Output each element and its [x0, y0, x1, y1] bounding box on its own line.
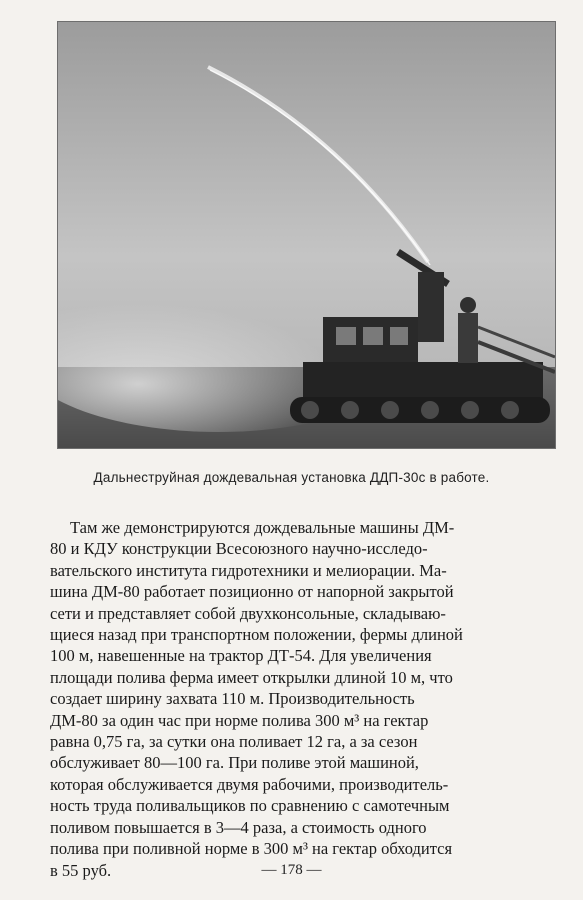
text-line: полива при поливной норме в 300 м³ на гектар обходится	[50, 839, 453, 859]
text-line: вательского института гидротехники и мелиорации. Ма-	[50, 560, 447, 580]
text-line: Там же демонстрируются дождевальные машины ДМ-	[70, 518, 455, 537]
text-line: создает ширину захвата 110 м. Производительность	[50, 689, 415, 709]
sprinkler-machine-photo	[57, 21, 556, 449]
text-line: сети и представляет собой двухконсольные, складываю-	[50, 603, 446, 623]
text-line: ДМ-80 за один час при норме полива 300 м³ на гектар	[50, 710, 429, 730]
text-line: площади полива ферма имеет открылки длиной 10 м, что	[50, 667, 453, 687]
page-number: — 178 —	[261, 862, 322, 878]
text-line: равна 0,75 га, за сутки она поливает 12 га, а за сезон	[50, 732, 418, 752]
text-line: шина ДМ-80 работает позиционно от напорной закрытой	[50, 582, 454, 602]
figure-caption: Дальнеструйная дождевальная установка ДДП-30с в работе.	[93, 470, 490, 485]
text-line: обслуживает 80—100 га. При поливе этой машиной,	[50, 753, 419, 773]
text-line: поливом повышается в 3—4 раза, а стоимость одного	[50, 817, 427, 837]
body-paragraph	[50, 517, 555, 881]
text-line: щиеся назад при транспортном положении, фермы длиной	[50, 625, 463, 645]
text-line: 80 и КДУ конструкции Всесоюзного научно-исследо-	[50, 539, 428, 559]
text-line: которая обслуживается двумя рабочими, производитель-	[50, 774, 449, 794]
sprinkler-machine-photo-icon	[58, 22, 555, 448]
text-line: ность труда поливальщиков по сравнению с самотечным	[50, 796, 450, 816]
text-line: 100 м, навешенные на трактор ДТ-54. Для увеличения	[50, 646, 432, 666]
text-line: в 55 руб.	[50, 860, 112, 880]
